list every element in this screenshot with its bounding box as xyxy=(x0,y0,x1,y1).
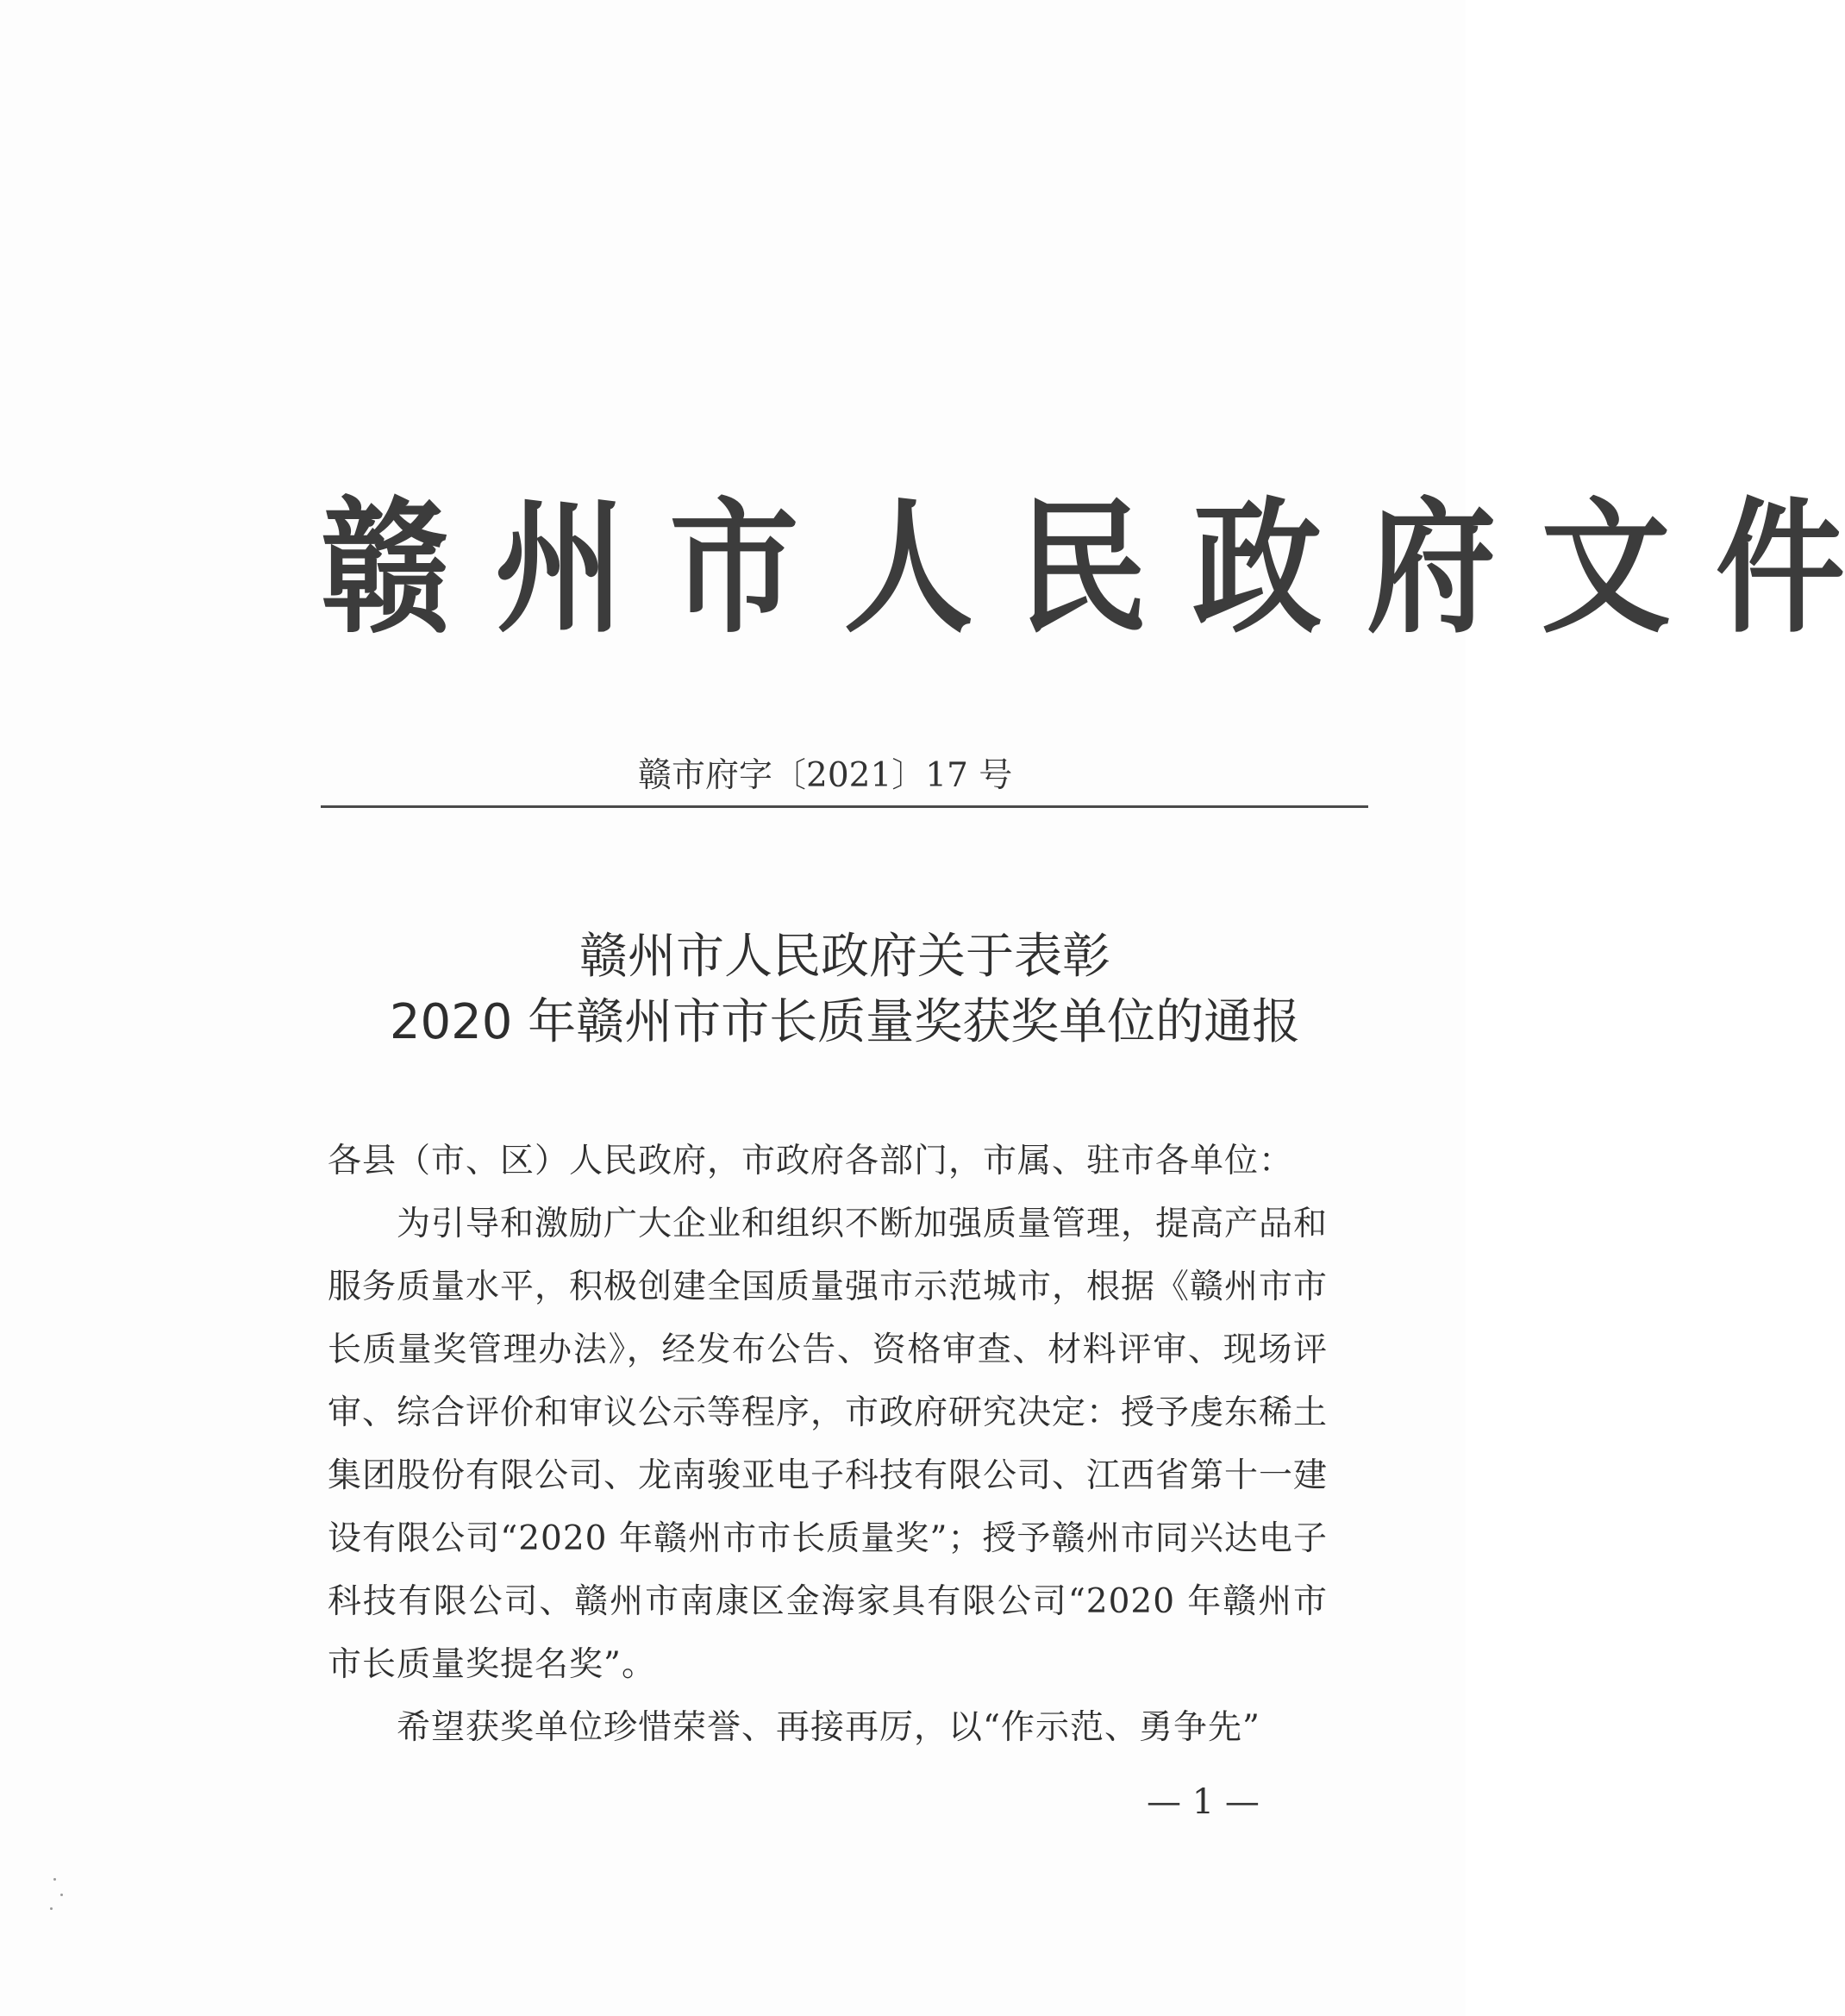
scan-speck xyxy=(53,1878,56,1881)
scan-speck xyxy=(60,1894,63,1896)
scan-speck xyxy=(50,1907,53,1910)
document-body xyxy=(328,1130,1328,1759)
page-number: — 1 — xyxy=(1147,1782,1260,1822)
body-paragraph-1: 为引导和激励广大企业和组织不断加强质量管理，提高产品和服务质量水平，积极创建全国质量强市示范城市，根据《赣州市市长质量奖管理办法》，经发布公告、资格审查、材料评审、现场评审、综合评价和审议公示等程序，市政府研究决定：授予虔东稀土集团股份有限公司、龙南骏亚电子科技有限公司、江西省第十一建设有限公司“2020 年赣州市市长质量奖”；授予赣州市同兴达电子科技有限公司、赣州市南康区金海家具有限公司“2020 年赣州市市长质量奖提名奖”。 xyxy=(328,1205,1329,1684)
body-paragraph-2: 希望获奖单位珍惜荣誉、再接再厉，以“作示范、勇争先” xyxy=(397,1708,1260,1747)
salutation: 各县（市、区）人民政府，市政府各部门，市属、驻市各单位： xyxy=(328,1142,1294,1180)
notice-title xyxy=(328,924,1362,1055)
issuing-authority-header: 赣 州 市 人 民 政 府 文 件 xyxy=(321,485,1845,654)
document-number: 赣市府字〔2021〕17 号 xyxy=(638,756,1013,795)
notice-title-line-2: 2020 年赣州市市长质量奖获奖单位的通报 xyxy=(389,994,1301,1050)
notice-title-line-1: 赣州市人民政府关于表彰 xyxy=(579,929,1110,985)
header-divider xyxy=(321,805,1368,808)
